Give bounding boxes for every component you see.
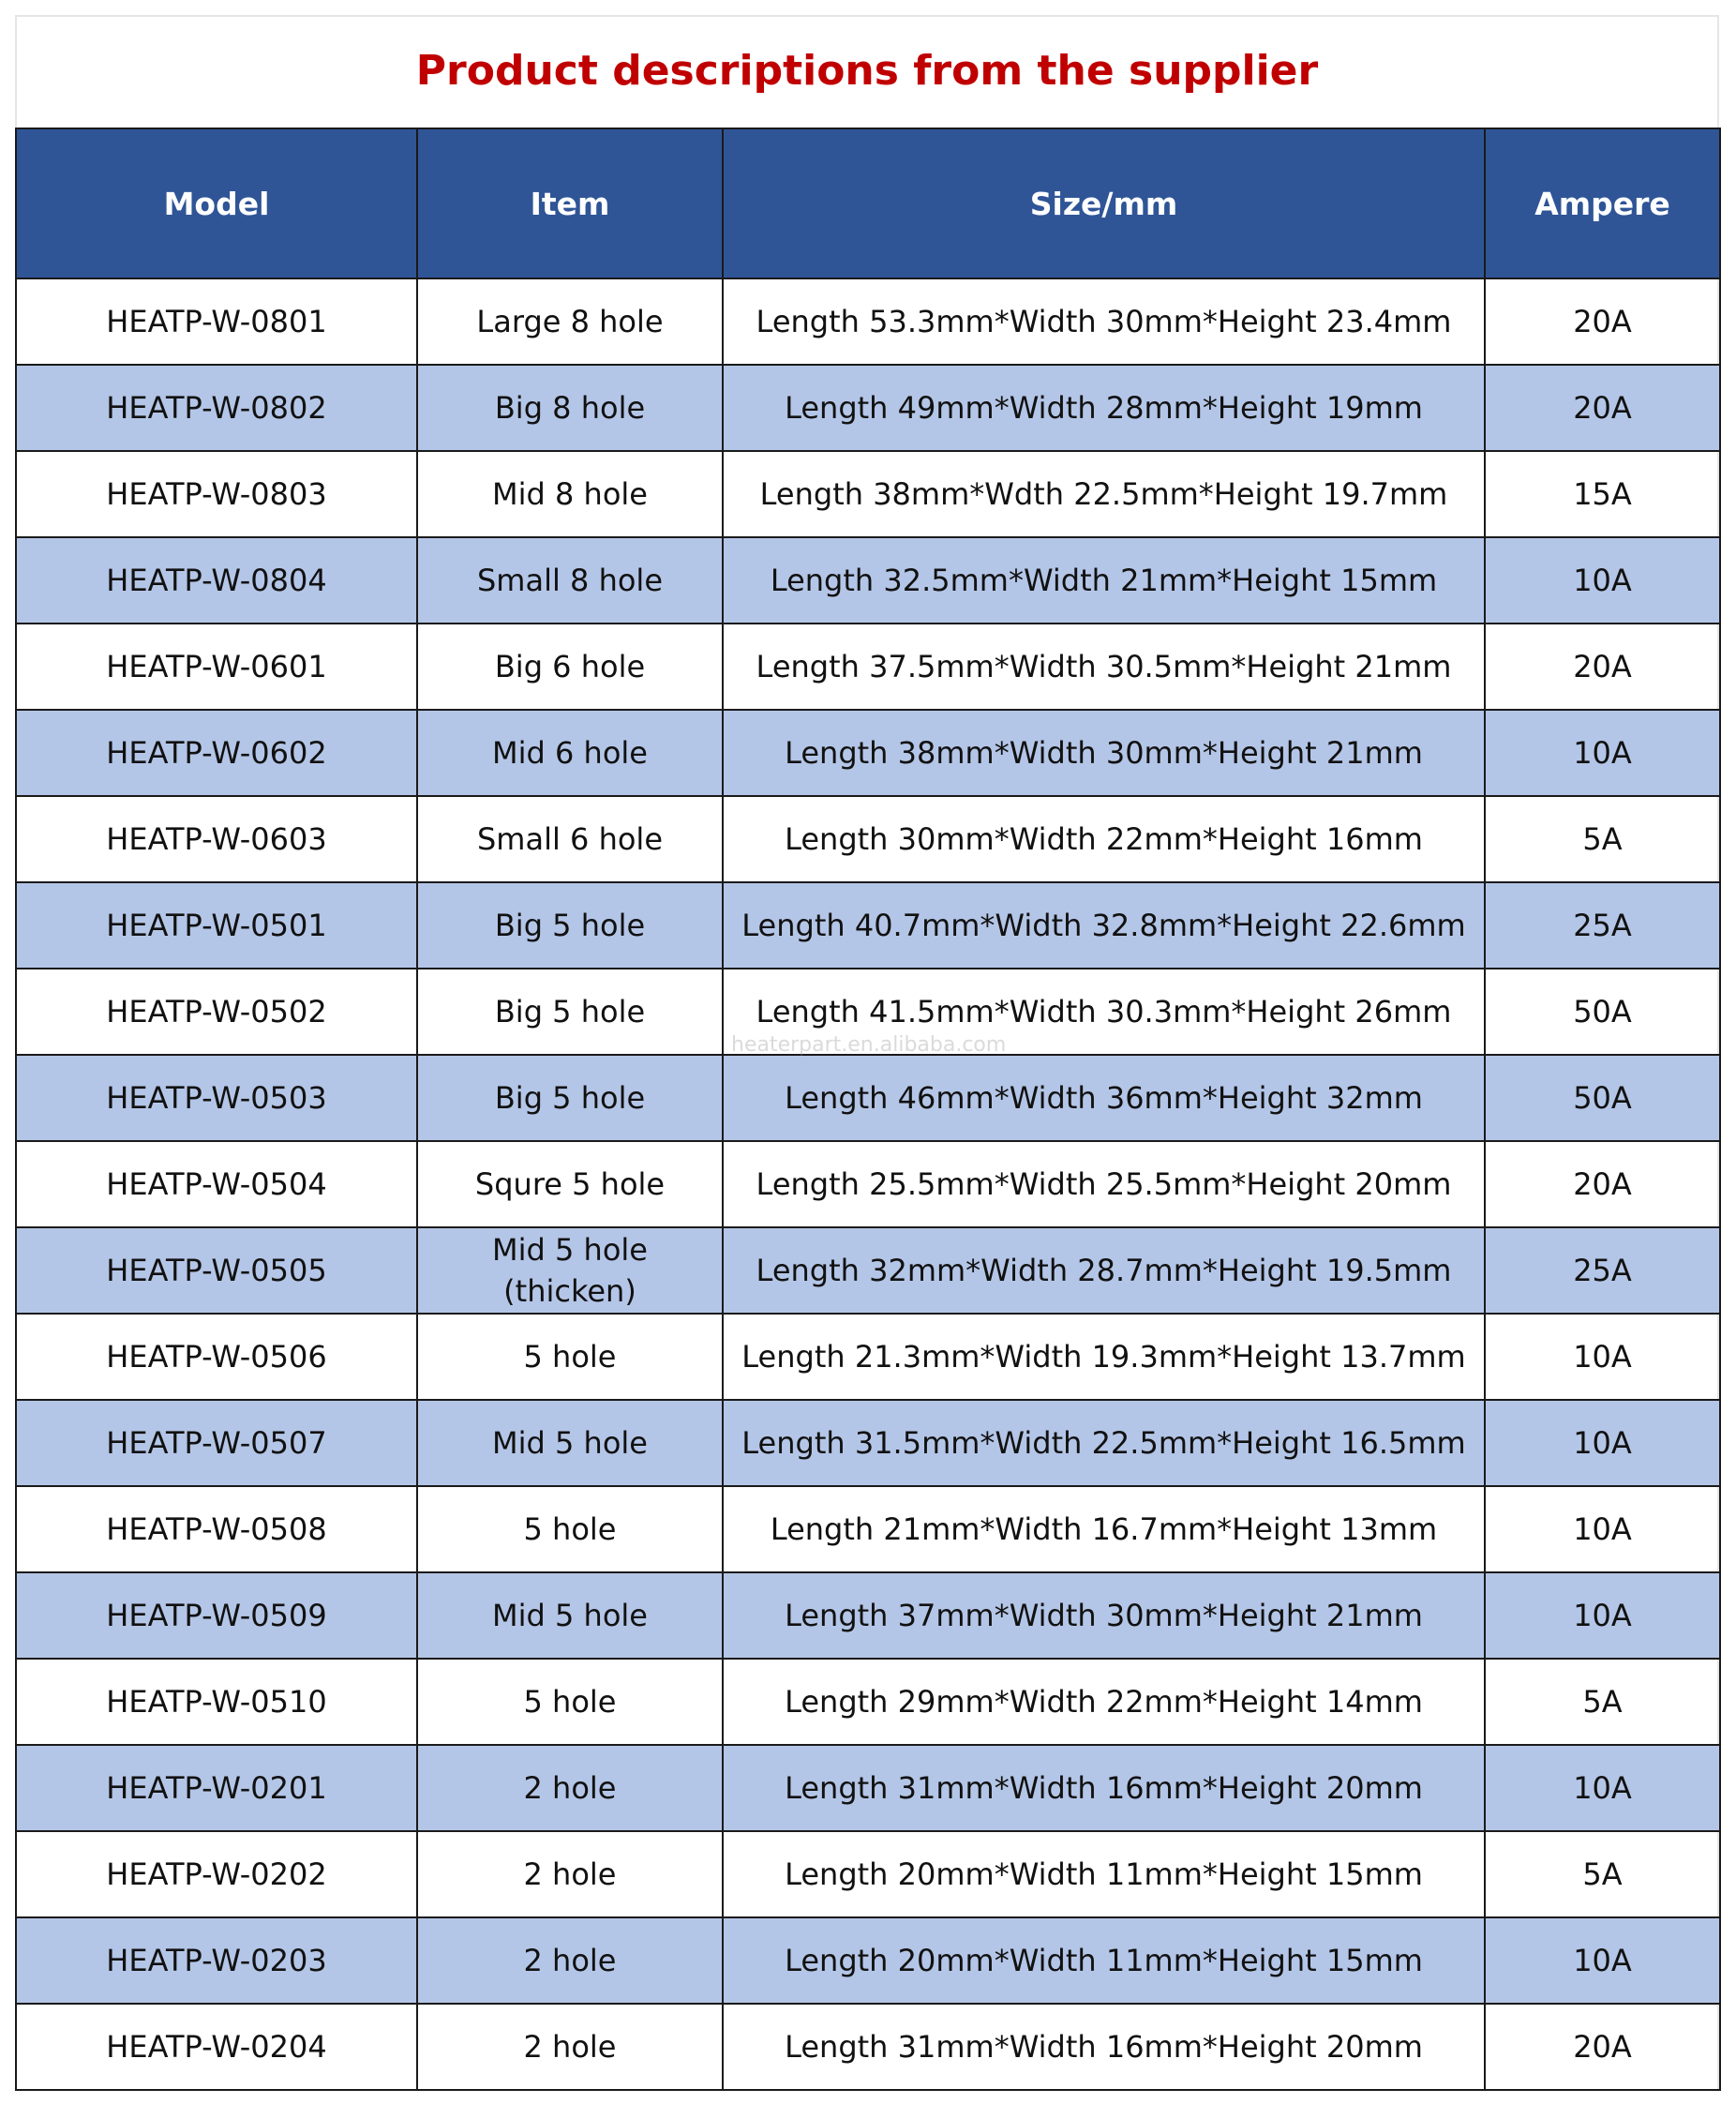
header-item: Item: [417, 128, 723, 278]
table-row: [16, 1831, 1720, 1917]
table-row: [16, 1659, 1720, 1745]
cell-size: Length 40.7mm*Width 32.8mm*Height 22.6mm: [723, 882, 1485, 969]
cell-model: HEATP-W-0503: [16, 1055, 417, 1141]
cell-ampere: 10A: [1485, 1745, 1720, 1831]
cell-size: Length 20mm*Width 11mm*Height 15mm: [723, 1917, 1485, 2004]
cell-item: 2 hole: [417, 1831, 723, 1917]
cell-model: HEATP-W-0202: [16, 1831, 417, 1917]
cell-item: Big 5 hole: [417, 1055, 723, 1141]
table-row: [16, 278, 1720, 365]
table-row: [16, 624, 1720, 710]
table-row: [16, 365, 1720, 451]
cell-model: HEATP-W-0505: [16, 1227, 417, 1314]
table-row: [16, 2004, 1720, 2090]
cell-model: HEATP-W-0803: [16, 451, 417, 537]
cell-size: Length 31mm*Width 16mm*Height 20mm: [723, 1745, 1485, 1831]
cell-size: Length 31mm*Width 16mm*Height 20mm: [723, 2004, 1485, 2090]
table-row: [16, 1227, 1720, 1314]
cell-size: Length 21mm*Width 16.7mm*Height 13mm: [723, 1486, 1485, 1572]
cell-size: Length 49mm*Width 28mm*Height 19mm: [723, 365, 1485, 451]
cell-item: Mid 5 hole: [417, 1572, 723, 1659]
cell-ampere: 10A: [1485, 1400, 1720, 1486]
table-row: [16, 1745, 1720, 1831]
cell-ampere: 25A: [1485, 1227, 1720, 1314]
watermark: heaterpart.en.alibaba.com: [731, 1033, 1007, 1057]
cell-size: Length 29mm*Width 22mm*Height 14mm: [723, 1659, 1485, 1745]
cell-item: 2 hole: [417, 1745, 723, 1831]
cell-item: Mid 5 hole: [417, 1400, 723, 1486]
header-size: Size/mm: [723, 128, 1485, 278]
cell-size: Length 41.5mm*Width 30.3mm*Height 26mm: [723, 969, 1485, 1055]
cell-size: Length 37mm*Width 30mm*Height 21mm: [723, 1572, 1485, 1659]
table-row: [16, 1486, 1720, 1572]
cell-item: Mid 5 hole (thicken): [417, 1227, 723, 1314]
cell-ampere: 10A: [1485, 1917, 1720, 2004]
cell-ampere: 10A: [1485, 710, 1720, 796]
cell-item: 2 hole: [417, 2004, 723, 2090]
table-row: [16, 796, 1720, 882]
cell-ampere: 5A: [1485, 796, 1720, 882]
cell-model: HEATP-W-0201: [16, 1745, 417, 1831]
table-row: [16, 1314, 1720, 1400]
cell-size: Length 53.3mm*Width 30mm*Height 23.4mm: [723, 278, 1485, 365]
cell-size: Length 32mm*Width 28.7mm*Height 19.5mm: [723, 1227, 1485, 1314]
cell-ampere: 50A: [1485, 969, 1720, 1055]
header-ampere: Ampere: [1485, 128, 1720, 278]
cell-ampere: 15A: [1485, 451, 1720, 537]
table-row: [16, 969, 1720, 1055]
table-row: [16, 710, 1720, 796]
cell-ampere: 10A: [1485, 1486, 1720, 1572]
cell-item: 2 hole: [417, 1917, 723, 2004]
cell-model: HEATP-W-0510: [16, 1659, 417, 1745]
cell-size: Length 30mm*Width 22mm*Height 16mm: [723, 796, 1485, 882]
table-row: [16, 882, 1720, 969]
cell-item: Mid 6 hole: [417, 710, 723, 796]
table-row: [16, 537, 1720, 624]
table-body: [16, 278, 1720, 2090]
cell-ampere: 20A: [1485, 278, 1720, 365]
cell-item: Big 8 hole: [417, 365, 723, 451]
cell-ampere: 50A: [1485, 1055, 1720, 1141]
table-row: [16, 1400, 1720, 1486]
cell-ampere: 20A: [1485, 2004, 1720, 2090]
cell-ampere: 20A: [1485, 1141, 1720, 1227]
cell-item: Small 6 hole: [417, 796, 723, 882]
cell-size: Length 46mm*Width 36mm*Height 32mm: [723, 1055, 1485, 1141]
cell-item: 5 hole: [417, 1314, 723, 1400]
cell-model: HEATP-W-0501: [16, 882, 417, 969]
cell-item: Big 6 hole: [417, 624, 723, 710]
cell-model: HEATP-W-0602: [16, 710, 417, 796]
cell-item: Large 8 hole: [417, 278, 723, 365]
cell-model: HEATP-W-0601: [16, 624, 417, 710]
cell-ampere: 10A: [1485, 537, 1720, 624]
cell-size: Length 25.5mm*Width 25.5mm*Height 20mm: [723, 1141, 1485, 1227]
cell-ampere: 25A: [1485, 882, 1720, 969]
cell-model: HEATP-W-0603: [16, 796, 417, 882]
cell-ampere: 20A: [1485, 365, 1720, 451]
table-row: [16, 1141, 1720, 1227]
table-row: [16, 1917, 1720, 2004]
cell-ampere: 10A: [1485, 1572, 1720, 1659]
cell-model: HEATP-W-0801: [16, 278, 417, 365]
cell-model: HEATP-W-0504: [16, 1141, 417, 1227]
cell-item: 5 hole: [417, 1659, 723, 1745]
table-row: [16, 1055, 1720, 1141]
cell-size: Length 32.5mm*Width 21mm*Height 15mm: [723, 537, 1485, 624]
cell-model: HEATP-W-0508: [16, 1486, 417, 1572]
cell-size: Length 20mm*Width 11mm*Height 15mm: [723, 1831, 1485, 1917]
cell-item: 5 hole: [417, 1486, 723, 1572]
table-row: [16, 451, 1720, 537]
cell-model: HEATP-W-0509: [16, 1572, 417, 1659]
table-row: [16, 1572, 1720, 1659]
cell-size: Length 38mm*Wdth 22.5mm*Height 19.7mm: [723, 451, 1485, 537]
cell-size: Length 21.3mm*Width 19.3mm*Height 13.7mm: [723, 1314, 1485, 1400]
cell-model: HEATP-W-0802: [16, 365, 417, 451]
cell-size: Length 38mm*Width 30mm*Height 21mm: [723, 710, 1485, 796]
cell-ampere: 10A: [1485, 1314, 1720, 1400]
cell-item: Big 5 hole: [417, 969, 723, 1055]
cell-size: Length 31.5mm*Width 22.5mm*Height 16.5mm: [723, 1400, 1485, 1486]
cell-model: HEATP-W-0203: [16, 1917, 417, 2004]
cell-model: HEATP-W-0507: [16, 1400, 417, 1486]
cell-item: Big 5 hole: [417, 882, 723, 969]
product-table: [15, 128, 1721, 2091]
cell-model: HEATP-W-0804: [16, 537, 417, 624]
table-header-row: [16, 128, 1720, 278]
cell-model: HEATP-W-0506: [16, 1314, 417, 1400]
cell-model: HEATP-W-0502: [16, 969, 417, 1055]
cell-item: Squre 5 hole: [417, 1141, 723, 1227]
cell-ampere: 20A: [1485, 624, 1720, 710]
cell-size: Length 37.5mm*Width 30.5mm*Height 21mm: [723, 624, 1485, 710]
page-title: Product descriptions from the supplier: [415, 47, 1319, 95]
cell-item: Mid 8 hole: [417, 451, 723, 537]
cell-model: HEATP-W-0204: [16, 2004, 417, 2090]
cell-item: Small 8 hole: [417, 537, 723, 624]
header-model: Model: [16, 128, 417, 278]
cell-ampere: 5A: [1485, 1659, 1720, 1745]
cell-ampere: 5A: [1485, 1831, 1720, 1917]
